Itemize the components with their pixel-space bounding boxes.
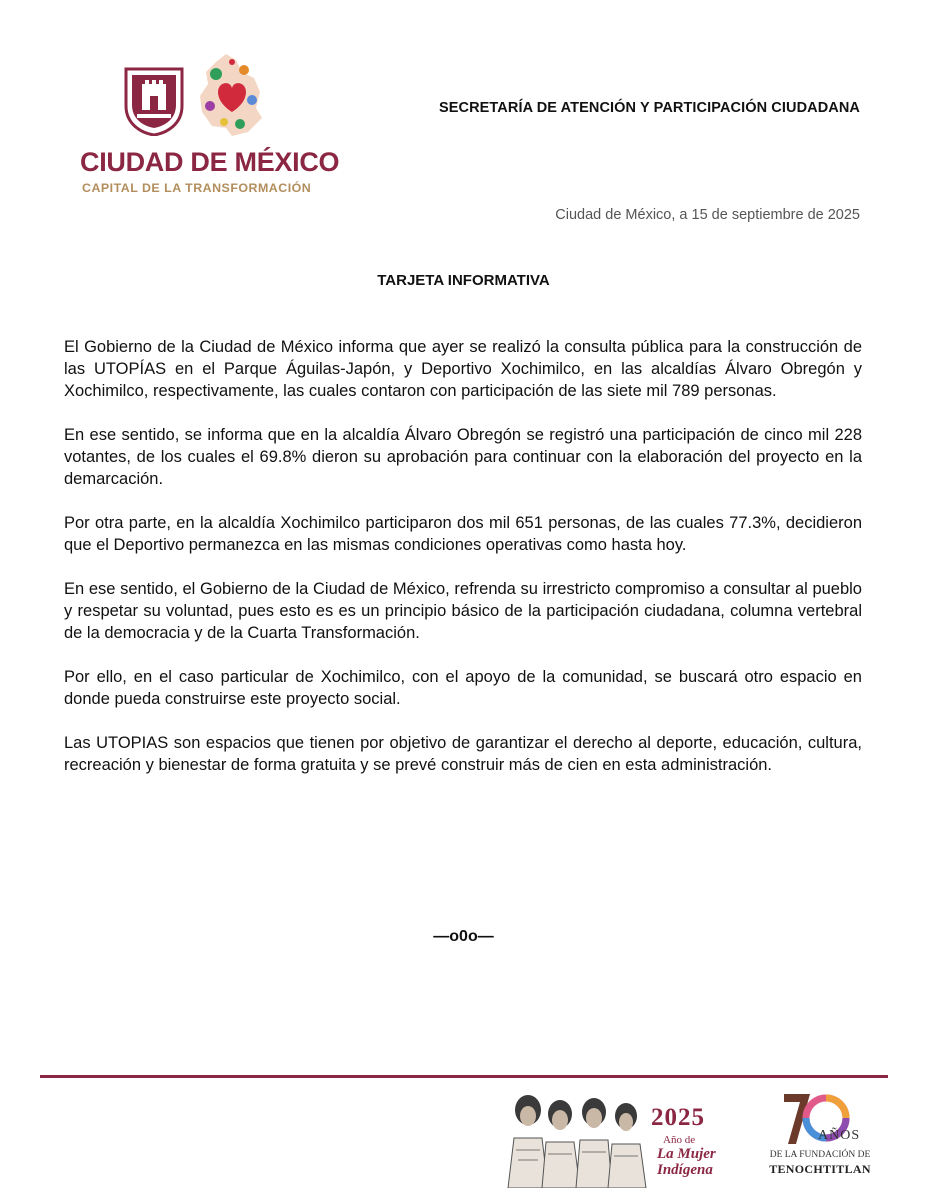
fundacion-label: DE LA FUNDACIÓN DE	[769, 1150, 871, 1160]
closing-mark: —o0o—	[433, 928, 494, 945]
anos-label: AÑOS	[818, 1128, 861, 1143]
paragraph: Por ello, en el caso particular de Xochimilco, con el apoyo de la comunidad, se buscará otro espacio en donde pueda construirse este proyecto social.	[64, 668, 862, 708]
document-title: TARJETA INFORMATIVA	[377, 272, 550, 289]
anio-mujer-indigena-logo	[651, 1104, 731, 1184]
department-name: SECRETARÍA DE ATENCIÓN Y PARTICIPACIÓN CIUDADANA	[438, 100, 860, 116]
paragraph: En ese sentido, el Gobierno de la Ciudad de México, refrenda su irrestricto compromiso a consultar al pueblo y respetar su voluntad, pues esto es es un principio básico de la participación ciudadana, columna vertebral de la democracia y de la Cuarta Transformación.	[64, 580, 862, 642]
cdmx-logo	[80, 52, 340, 202]
year-label: Año de	[663, 1134, 696, 1146]
city-shield-icon	[123, 66, 185, 136]
paragraph: Las UTOPIAS son espacios que tienen por objetivo de garantizar el derecho al deporte, educación, cultura, recreación y bienestar de forma gratuita y se prevé construir más de cien en esta administración.	[64, 734, 862, 774]
date-line: Ciudad de México, a 15 de septiembre de 2025	[555, 207, 860, 223]
cdmx-map-icon	[196, 52, 264, 138]
tenochtitlan-anniversary-logo	[760, 1088, 890, 1188]
paragraph: En ese sentido, se informa que en la alcaldía Álvaro Obregón se registró una participación de cinco mil 228 votantes, de los cuales el 69.8% dieron su aprobación para continuar con la elaboración del proyecto en la demarcación.	[64, 426, 862, 488]
paragraph: Por otra parte, en la alcaldía Xochimilco participaron dos mil 651 personas, de las cuales 77.3%, decidieron que el Deportivo permanezca en las mismas condiciones operativas como hasta hoy.	[64, 514, 862, 554]
year-name	[657, 1146, 716, 1178]
year-text: 2025	[651, 1104, 705, 1131]
paragraph: El Gobierno de la Ciudad de México informa que ayer se realizó la consulta pública para la construcción de las UTOPÍAS en el Parque Águilas-Japón, y Deportivo Xochimilco, en las alcaldías Álvaro Obregón y Xochimilco, respectivamente, las cuales contaron con participación de las siete mil 789 personas.	[64, 338, 862, 400]
year-name-line: Indígena	[657, 1162, 713, 1178]
document-body	[64, 336, 862, 798]
year-name-line: La Mujer	[657, 1146, 716, 1162]
tenochtitlan-label: TENOCHTITLAN	[769, 1162, 871, 1176]
logo-title: CIUDAD DE MÉXICO	[80, 147, 340, 177]
indigenous-women-illustration-icon	[502, 1088, 652, 1188]
logo-subtitle: CAPITAL DE LA TRANSFORMACIÓN	[82, 181, 312, 195]
footer-divider	[40, 1075, 888, 1078]
